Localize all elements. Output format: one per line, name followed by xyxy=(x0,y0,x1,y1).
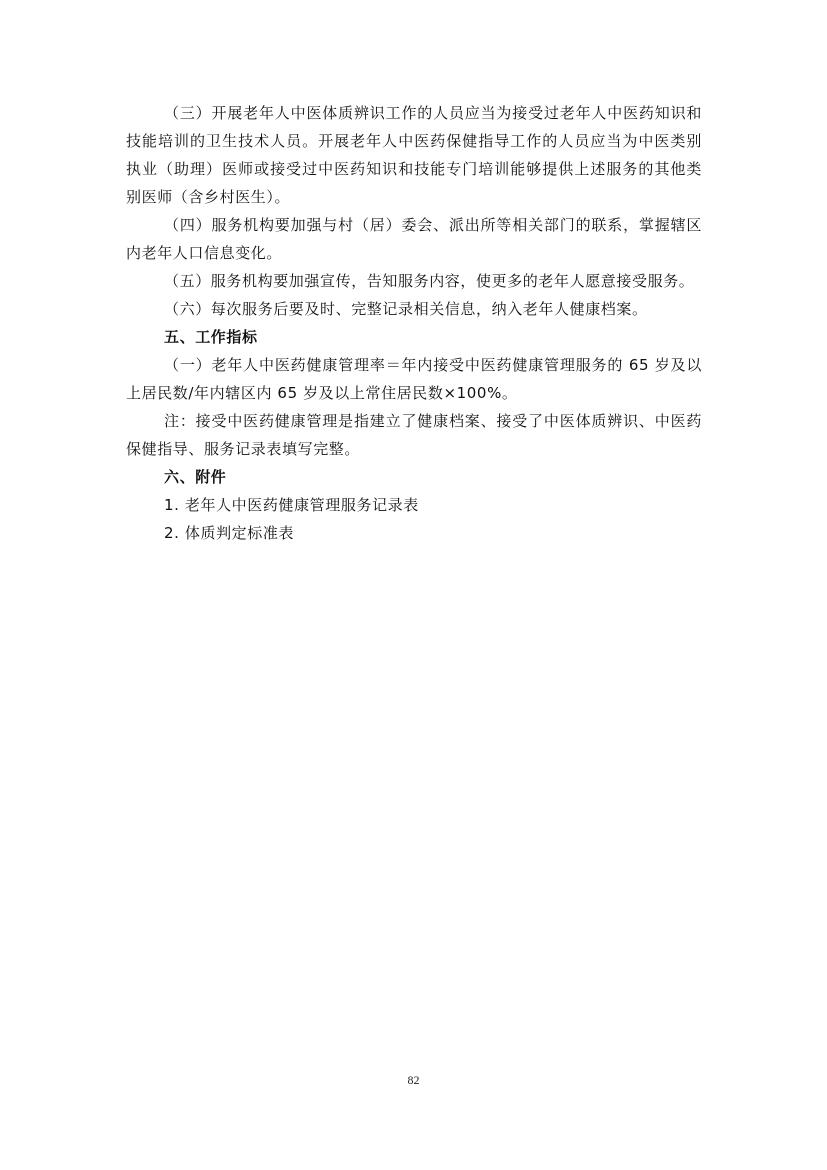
paragraph-item-5: （五）服务机构要加强宣传，告知服务内容，使更多的老年人愿意接受服务。 xyxy=(164,272,695,290)
section-heading-work-indicators: 五、工作指标 xyxy=(164,328,258,346)
paragraph-item-3: （三）开展老年人中医体质辨识工作的人员应当为接受过老年人中医药知识和技能培训的卫生技术人员。开展老年人中医药保健指导工作的人员应当为中医类别执业（助理）医师或接受过中医药知识和技能专门培训能够提供上述服务的其他类别医师（含乡村医生）。 xyxy=(126,104,702,206)
attachment-item-1: 1. 老年人中医药健康管理服务记录表 xyxy=(164,496,419,514)
paragraph-item-6: （六）每次服务后要及时、完整记录相关信息，纳入老年人健康档案。 xyxy=(164,300,648,318)
page-number: 82 xyxy=(407,1073,420,1087)
attachment-item-2: 2. 体质判定标准表 xyxy=(164,524,295,542)
section-heading-attachments: 六、附件 xyxy=(164,468,227,486)
indicator-note: 注：接受中医药健康管理是指建立了健康档案、接受了中医体质辨识、中医药保健指导、服务记录表填写完整。 xyxy=(126,412,702,458)
indicator-formula: （一）老年人中医药健康管理率＝年内接受中医药健康管理服务的 65 岁及以上居民数/年内辖区内 65 岁及以上常住居民数×100%。 xyxy=(126,356,702,402)
document-body xyxy=(126,99,702,547)
paragraph-item-4: （四）服务机构要加强与村（居）委会、派出所等相关部门的联系，掌握辖区内老年人口信息变化。 xyxy=(126,216,702,262)
